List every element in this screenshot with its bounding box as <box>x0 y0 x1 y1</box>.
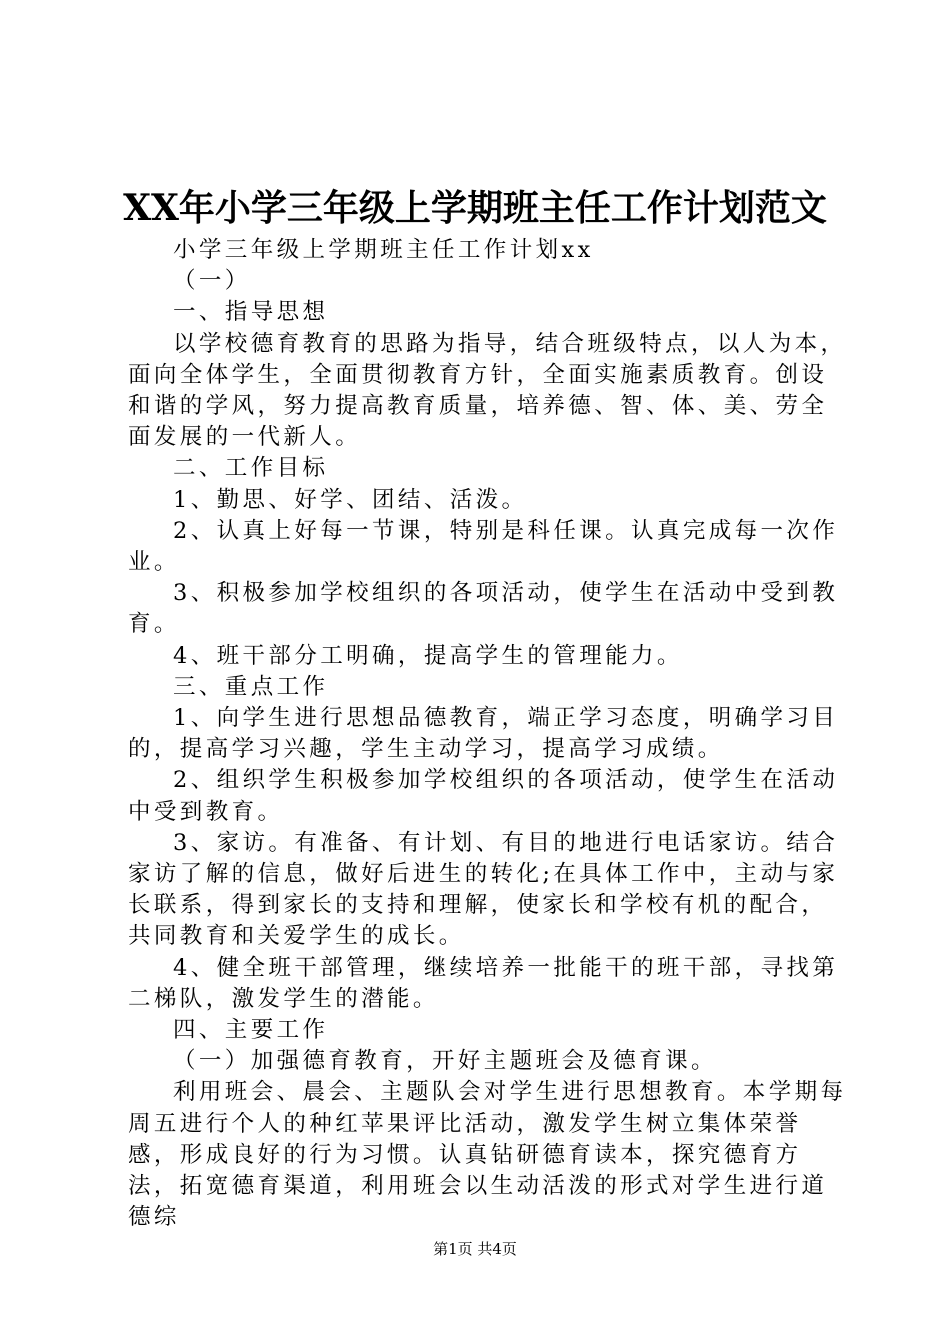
paragraph-guiding-thought: 以学校德育教育的思路为指导，结合班级特点，以人为本，面向全体学生，全面贯彻教育方针，全面实施素质教育。创设和谐的学风，努力提高教育质量，培养德、智、体、美、劳全面发展的一代新人。 <box>128 330 847 451</box>
document-title: XX年小学三年级上学期班主任工作计划范文 <box>123 187 827 229</box>
paragraph-part-one: （一） <box>173 268 251 295</box>
paragraph-subtitle: 小学三年级上学期班主任工作计划xx <box>173 237 594 263</box>
subheading-moral-education: （一）加强德育教育，开好主题班会及德育课。 <box>173 1048 717 1075</box>
key-work-item: 1、向学生进行思想品德教育，端正学习态度，明确学习目的，提高学习兴趣，学生主动学习，提高学习成绩。 <box>128 705 839 763</box>
heading-work-goals: 二、工作目标 <box>173 455 329 482</box>
document-body <box>128 235 848 1234</box>
heading-main-work: 四、主要工作 <box>173 1017 329 1044</box>
page-number: 第1页 共4页 <box>433 1240 517 1258</box>
paragraph-moral-education: 利用班会、晨会、主题队会对学生进行思想教育。本学期每周五进行个人的种红苹果评比活动，激发学生树立集体荣誉感，形成良好的行为习惯。认真钻研德育读本，探究德育方法，拓宽德育渠道，利用班会以生动活泼的形式对学生进行道德综 <box>128 1079 847 1231</box>
heading-key-work: 三、重点工作 <box>173 673 329 700</box>
goal-item: 3、积极参加学校组织的各项活动，使学生在活动中受到教育。 <box>128 580 839 638</box>
key-work-item: 2、组织学生积极参加学校组织的各项活动，使学生在活动中受到教育。 <box>128 767 839 825</box>
key-work-item: 3、家访。有准备、有计划、有目的地进行电话家访。结合家访了解的信息，做好后进生的转化;在具体工作中，主动与家长联系，得到家长的支持和理解，使家长和学校有机的配合，共同教育和关爱学生的成长。 <box>128 829 839 950</box>
goal-item: 1、勤思、好学、团结、活泼。 <box>173 486 528 513</box>
key-work-item: 4、健全班干部管理，继续培养一批能干的班干部，寻找第二梯队，激发学生的潜能。 <box>128 954 839 1012</box>
goal-item: 4、班干部分工明确，提高学生的管理能力。 <box>173 642 683 669</box>
heading-guiding-thought: 一、指导思想 <box>173 299 329 326</box>
goal-item: 2、认真上好每一节课，特别是科任课。认真完成每一次作业。 <box>128 517 839 576</box>
